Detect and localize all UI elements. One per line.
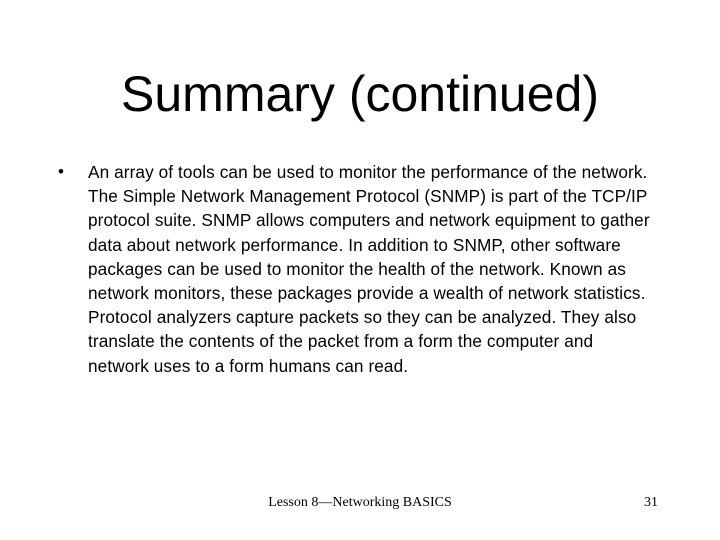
page-number: 31: [644, 495, 658, 510]
bullet-text: An array of tools can be used to monitor the performance of the network. The Simple Network Management Protocol (SNMP) is part of the TCP/IP protocol suite. SNMP allows computers and network equipment to gather data about network performance. In addition to SNMP, other software packages can be used to monitor the health of the network. Known as network monitors, these packages provide a wealth of network statistics. Protocol analyzers capture packets so they can be analyzed. They also translate the contents of the packet from a form the computer and network uses to a form humans can read.: [88, 162, 650, 376]
footer-lesson-title: Lesson 8—Networking BASICS: [268, 495, 452, 510]
bullet-item: [58, 160, 658, 378]
slide-title: Summary (continued): [121, 66, 599, 122]
bullet-marker: •: [58, 162, 65, 181]
bullet-list: [58, 160, 658, 378]
